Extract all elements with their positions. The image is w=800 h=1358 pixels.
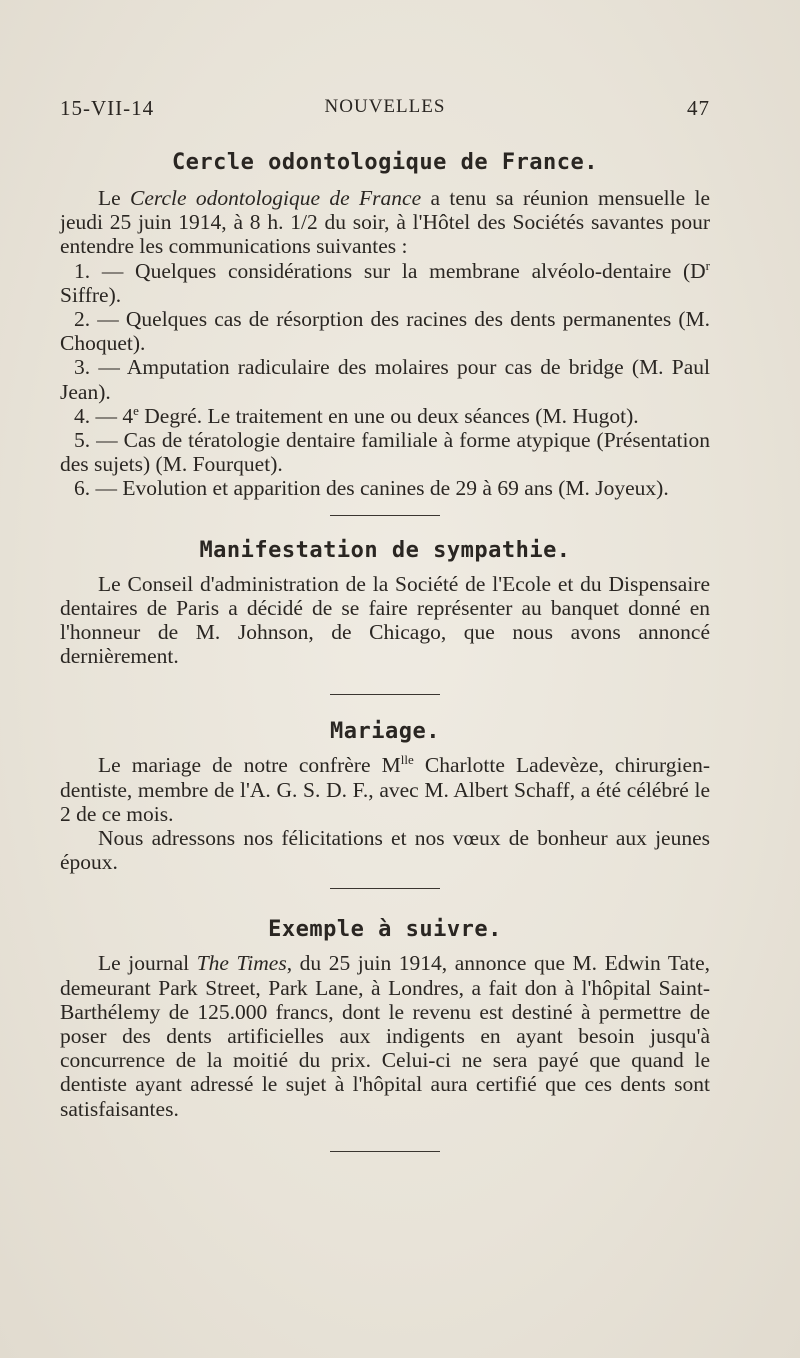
exemple-text: Le journal The Times, du 25 juin 1914, annonce que M. Edwin Tate, demeurant Park Street, Park Lane, à Londres, a fait don à l'hôpital Saint-Barthélemy de 125.000 francs, dont le revenu est destiné à permettre de poser des dents artificielles aux indigents en ayant besoin jusqu'à concurrence de la moitié du prix. Celui-ci ne sera payé que quand le dentiste ayant adressé le sujet à l'hôpital aura certifié que ces dents sont satisfaisantes. xyxy=(60,951,710,1121)
list-item: 6. — Evolution et apparition des canines de 29 à 69 ans (M. Joyeux). xyxy=(74,476,669,501)
cercle-intro xyxy=(60,186,710,259)
mariage-felicitations: Nous adressons nos félicitations et nos vœux de bonheur aux jeunes époux. xyxy=(60,826,710,875)
cercle-intro-after: a tenu sa réunion mensuelle le jeudi 25 juin 1914, à 8 h. 1/2 du soir, à l'Hôtel des Sociétés savantes pour entendre les communications suivantes : xyxy=(60,186,710,259)
section-title-mariage: Mariage. xyxy=(330,719,440,745)
list-item: 2. — Quelques cas de résorption des racines des dents permanentes (M. Choquet). xyxy=(60,307,710,356)
list-item: 4. — 4e Degré. Le traitement en une ou deux séances (M. Hugot). xyxy=(74,402,639,428)
section-divider xyxy=(330,1151,440,1152)
section-title-exemple: Exemple à suivre. xyxy=(268,917,502,943)
section-title-cercle: Cercle odontologique de France. xyxy=(171,150,599,175)
mariage-text: Le mariage de notre confrère $M^{lle}$ Charlotte Ladevèze, chirurgien-dentiste, membre de l'A. G. S. D. F., avec M. Albert Schaff, a été célébré le 2 de ce mois. xyxy=(60,752,710,826)
list-item: 1. — Quelques considérations sur la membrane alvéolo-dentaire ($D^r$ Siffre). xyxy=(60,257,710,307)
list-item: 5. — Cas de tératologie dentaire familiale à forme atypique (Présentation des sujets) (M. Fourquet). xyxy=(60,428,710,477)
list-item: 3. — Amputation radiculaire des molaires pour cas de bridge (M. Paul Jean). xyxy=(60,355,710,404)
article-body xyxy=(60,148,710,1152)
cercle-intro-italic: Cercle odontologique de France xyxy=(130,186,422,210)
section-title-manifestation: Manifestation de sympathie. xyxy=(199,537,571,563)
page-number: 47 xyxy=(687,96,710,120)
header-date: 15-VII-14 xyxy=(60,96,155,120)
header-section-title: NOUVELLES xyxy=(324,96,446,117)
manifestation-text: Le Conseil d'administration de la Société de l'Ecole et du Dispensaire dentaires de Paris a décidé de se faire représenter au banquet donné en l'honneur de M. Johnson, de Chicago, que nous avons annoncé dernièrement. xyxy=(60,571,710,669)
cercle-intro-before: Le xyxy=(98,186,131,210)
running-header xyxy=(60,96,710,124)
